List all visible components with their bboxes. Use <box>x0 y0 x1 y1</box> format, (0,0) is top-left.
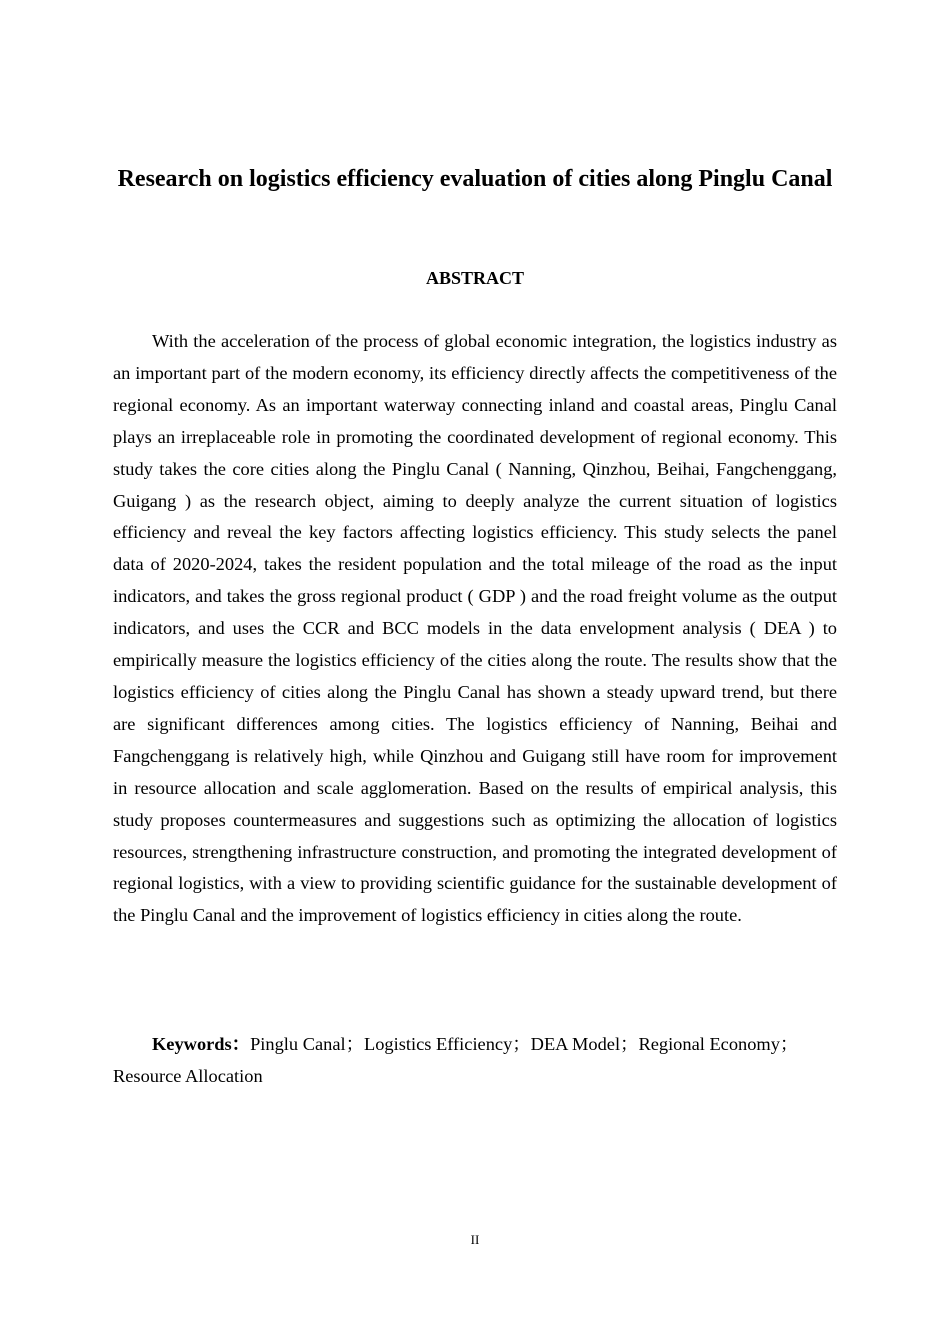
keywords-label: Keywords： <box>152 1034 251 1054</box>
abstract-paragraph: With the acceleration of the process of global economic integration, the logistics industry as an important part of the modern economy, its efficiency directly affects the competitiveness of the regional economy. As an important waterway connecting inland and coastal areas, Pinglu Canal plays an irreplaceable role in promoting the coordinated development of regional economy. This study takes the core cities along the Pinglu Canal ( Nanning, Qinzhou, Beihai, Fangchenggang, Guigang ) as the research object, aiming to deeply analyze the current situation of logistics efficiency and reveal the key factors affecting logistics efficiency. This study selects the panel data of 2020-2024, takes the resident population and the total mileage of the road as the input indicators, and takes the gross regional product ( GDP ) and the road freight volume as the output indicators, and uses the CCR and BCC models in the data envelopment analysis ( DEA ) to empirically measure the logistics efficiency of the cities along the route. The results show that the logistics efficiency of cities along the Pinglu Canal has shown a steady upward trend, but there are significant differences among cities. The logistics efficiency of Nanning, Beihai and Fangchenggang is relatively high, while Qinzhou and Guigang still have room for improvement in resource allocation and scale agglomeration. Based on the results of empirical analysis, this study proposes countermeasures and suggestions such as optimizing the allocation of logistics resources, strengthening infrastructure construction, and promoting the integrated development of regional logistics, with a view to providing scientific guidance for the sustainable development of the Pinglu Canal and the improvement of logistics efficiency in cities along the route. <box>113 331 837 926</box>
paper-title: Research on logistics efficiency evaluation of cities along Pinglu Canal <box>117 166 833 192</box>
abstract-heading: ABSTRACT <box>425 268 525 288</box>
keywords-list: Pinglu Canal；Logistics Efficiency；DEA Model；Regional Economy；Resource Allocation <box>113 1034 799 1086</box>
keywords-line <box>113 1028 837 1092</box>
page-number: II <box>470 1232 480 1247</box>
